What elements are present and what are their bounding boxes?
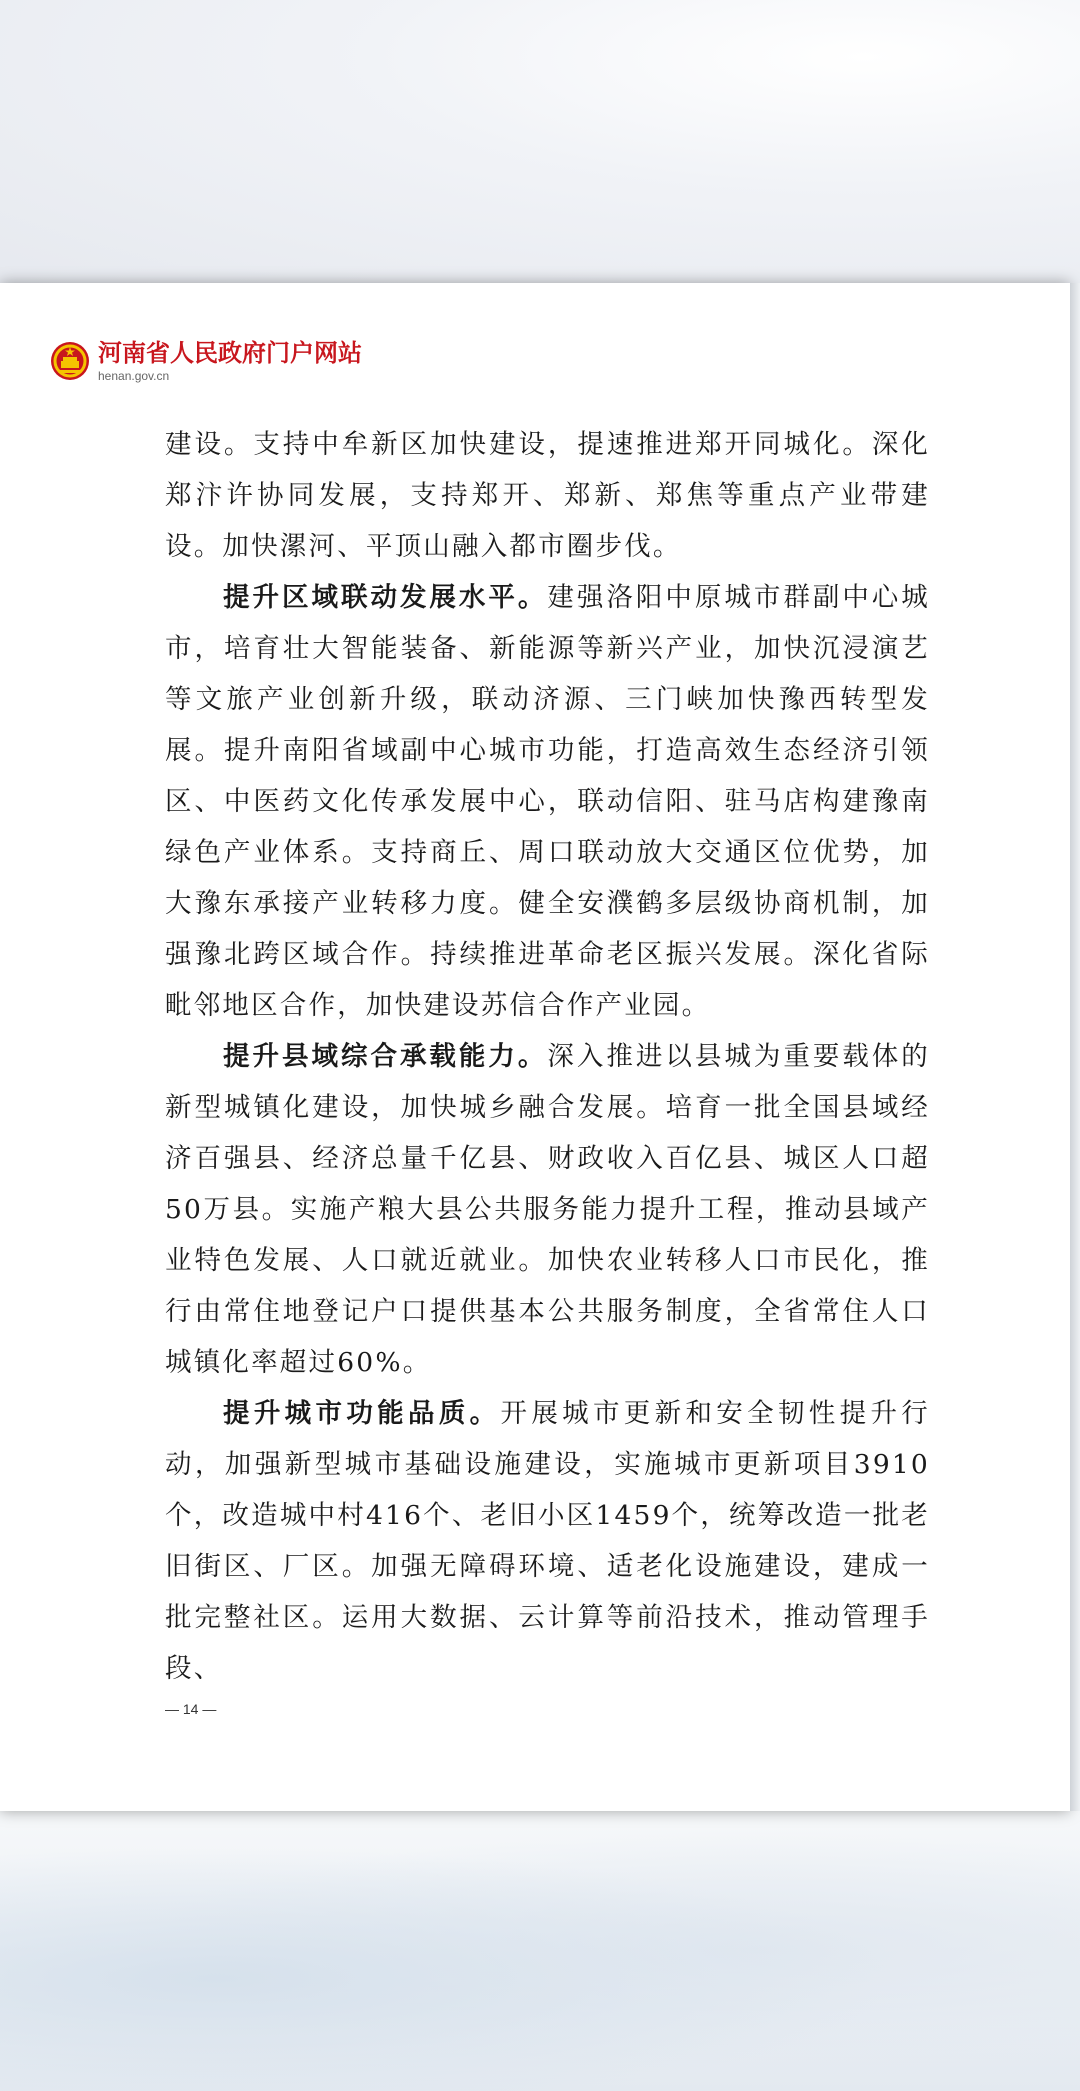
page-number: — 14 — [165,1701,217,1717]
paragraph-3 [165,1031,930,1388]
page-edge [1070,283,1080,1811]
paragraph-4 [165,1388,930,1694]
paragraph-1 [165,419,930,572]
document-body [165,419,930,1694]
paragraph-text: 建设。支持中牟新区加快建设，提速推进郑开同城化。深化郑汴许协同发展，支持郑开、郑新、郑焦等重点产业带建设。加快漯河、平顶山融入都市圈步伐。 [165,429,930,562]
paragraph-text: 开展城市更新和安全韧性提升行动，加强新型城市基础设施建设，实施城市更新项目3910个，改造城中村416个、老旧小区1459个，统筹改造一批老旧街区、厂区。加强无障碍环境、适老化设施建设，建成一批完整社区。运用大数据、云计算等前沿技术，推动管理手段、 [165,1398,930,1684]
national-emblem-icon [50,341,90,381]
document-page [0,283,1070,1811]
background-bottom [0,1810,1080,2091]
paragraph-lead: 提升区域联动发展水平。 [223,582,548,613]
paragraph-2 [165,572,930,1031]
paragraph-lead: 提升城市功能品质。 [223,1398,501,1429]
site-title[interactable]: 河南省人民政府门户网站 [98,339,362,367]
site-header[interactable] [50,339,362,389]
paragraph-lead: 提升县域综合承载能力。 [223,1041,548,1072]
paragraph-text: 建强洛阳中原城市群副中心城市，培育壮大智能装备、新能源等新兴产业，加快沉浸演艺等文旅产业创新升级，联动济源、三门峡加快豫西转型发展。提升南阳省域副中心城市功能，打造高效生态经济引领区、中医药文化传承发展中心，联动信阳、驻马店构建豫南绿色产业体系。支持商丘、周口联动放大交通区位优势，加大豫东承接产业转移力度。健全安濮鹤多层级协商机制，加强豫北跨区域合作。持续推进革命老区振兴发展。深化省际毗邻地区合作，加快建设苏信合作产业园。 [165,582,930,1021]
site-domain: henan.gov.cn [98,369,170,383]
background-top [0,0,1080,285]
paragraph-text: 深入推进以县城为重要载体的新型城镇化建设，加快城乡融合发展。培育一批全国县域经济百强县、经济总量千亿县、财政收入百亿县、城区人口超50万县。实施产粮大县公共服务能力提升工程，推动县域产业特色发展、人口就近就业。加快农业转移人口市民化，推行由常住地登记户口提供基本公共服务制度，全省常住人口城镇化率超过60%。 [165,1041,930,1378]
